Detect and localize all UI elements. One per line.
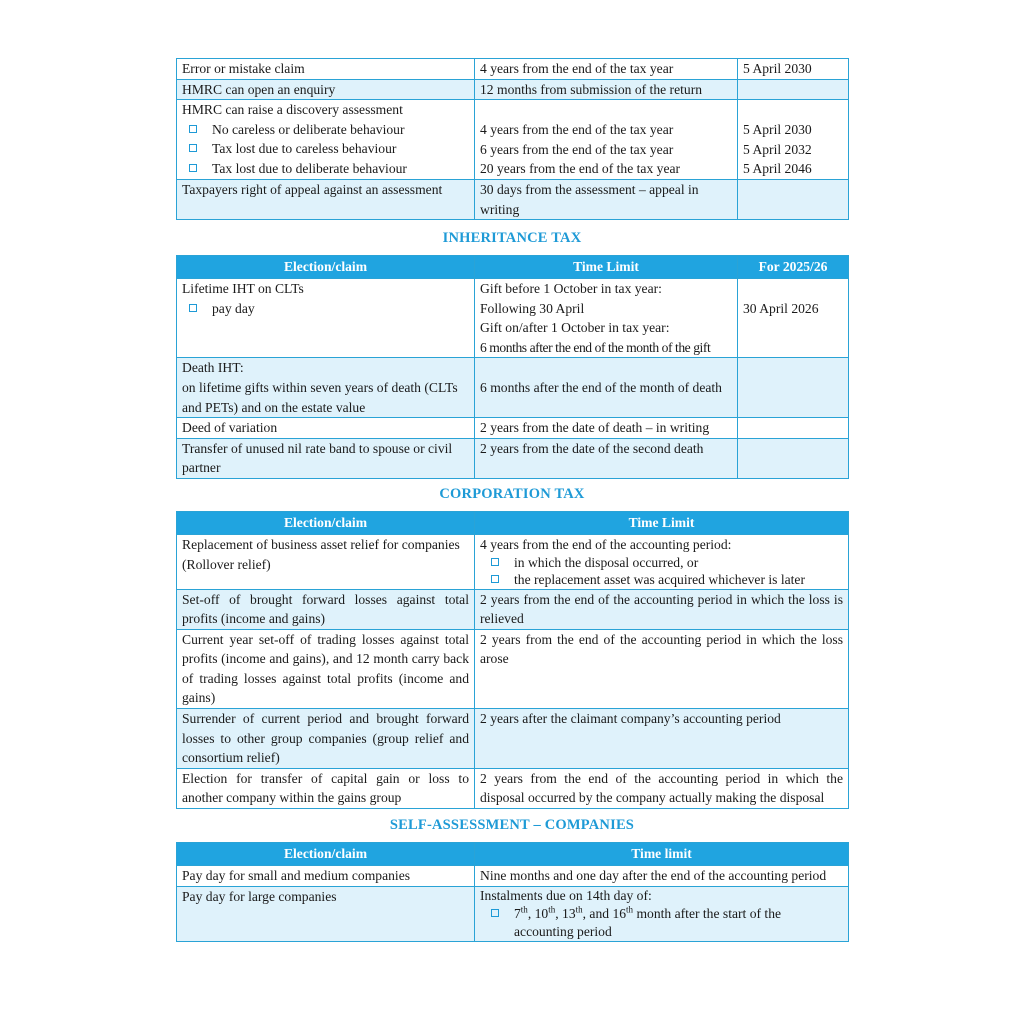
income-tax-table: [176, 58, 849, 220]
limit-cell: Nine months and one day after the end of the accounting period: [475, 866, 849, 887]
claim-cell: Death IHT: on lifetime gifts within seven years of death (CLTs and PETs) and on the estate value: [177, 358, 475, 418]
limit-cell: 2 years from the date of the second death: [475, 438, 738, 478]
limit-cell: 6 months after the end of the month of death: [475, 358, 738, 418]
column-header: Election/claim: [177, 256, 475, 279]
claim-cell: Transfer of unused nil rate band to spouse or civil partner: [177, 438, 475, 478]
limit-cell: Instalments due on 14th day of: 7th, 10th, 13th, and 16th month after the start of the accounting period: [475, 886, 849, 941]
table-row: [177, 768, 849, 808]
limit-cell: 2 years from the end of the accounting period in which the loss arose: [475, 629, 849, 708]
table-row: [177, 179, 849, 219]
date-cell: [738, 358, 849, 418]
table-row: [177, 589, 849, 629]
column-header: Time Limit: [475, 512, 849, 535]
checkbox-bullet-icon: [189, 304, 197, 312]
table-row: [177, 418, 849, 439]
table-row: [177, 629, 849, 708]
date-cell: 5 April 2030 5 April 2032 5 April 2046: [738, 100, 849, 180]
table-row: [177, 279, 849, 358]
table-row: [177, 358, 849, 418]
checkbox-bullet-icon: [189, 164, 197, 172]
list-item: No careless or deliberate behaviour: [182, 120, 469, 140]
claim-cell: Pay day for large companies: [177, 886, 475, 941]
list-item: Tax lost due to careless behaviour: [182, 139, 469, 159]
column-header: Election/claim: [177, 843, 475, 866]
table-row: [177, 79, 849, 100]
limit-cell: 4 years from the end of the tax year: [475, 59, 738, 80]
checkbox-bullet-icon: [491, 558, 499, 566]
list-item: 7th, 10th, 13th, and 16th month after the start of the accounting period: [480, 905, 843, 941]
column-header: For 2025/26: [738, 256, 849, 279]
list-item: the replacement asset was acquired whichever is later: [480, 571, 843, 589]
table-header: [177, 843, 849, 866]
claim-cell: HMRC can open an enquiry: [177, 79, 475, 100]
claim-cell: Election for transfer of capital gain or loss to another company within the gains group: [177, 768, 475, 808]
claim-cell: Deed of variation: [177, 418, 475, 439]
claim-cell: Error or mistake claim: [177, 59, 475, 80]
limit-cell: 2 years from the end of the accounting period in which the disposal occurred by the company actually making the disposal: [475, 768, 849, 808]
table-row: [177, 535, 849, 590]
limit-cell: 2 years from the date of death – in writing: [475, 418, 738, 439]
claim-cell: [177, 100, 475, 180]
limit-cell: 4 years from the end of the accounting period: in which the disposal occurred, or the replacement asset was acquired whichever is later: [475, 535, 849, 590]
claim-cell: Pay day for small and medium companies: [177, 866, 475, 887]
limit-cell: 2 years after the claimant company’s accounting period: [475, 709, 849, 769]
checkbox-bullet-icon: [491, 575, 499, 583]
table-header: [177, 256, 849, 279]
claim-cell: Taxpayers right of appeal against an assessment: [177, 179, 475, 219]
column-header: Time Limit: [475, 256, 738, 279]
table-row: [177, 709, 849, 769]
claim-cell: Set-off of brought forward losses against total profits (income and gains): [177, 589, 475, 629]
corporation-tax-table: [176, 511, 849, 809]
claim-cell: Surrender of current period and brought forward losses to other group companies (group relief and consortium relief): [177, 709, 475, 769]
limit-cell: 30 days from the assessment – appeal in writing: [475, 179, 738, 219]
self-assessment-table: [176, 842, 849, 942]
table-header: [177, 512, 849, 535]
limit-cell: 12 months from submission of the return: [475, 79, 738, 100]
date-cell: [738, 79, 849, 100]
date-cell: [738, 418, 849, 439]
inheritance-tax-table: [176, 255, 849, 479]
table-row: [177, 886, 849, 941]
date-cell: [738, 438, 849, 478]
limit-cell: 4 years from the end of the tax year 6 years from the end of the tax year 20 years from the end of the tax year: [475, 100, 738, 180]
list-item: Tax lost due to deliberate behaviour: [182, 159, 469, 179]
claim-cell: Replacement of business asset relief for companies (Rollover relief): [177, 535, 475, 590]
limit-cell: Gift before 1 October in tax year: Following 30 April Gift on/after 1 October in tax year: 6 months after the end of the month of the gift: [475, 279, 738, 358]
column-header: Election/claim: [177, 512, 475, 535]
discovery-heading: HMRC can raise a discovery assessment: [182, 102, 403, 118]
table-row: [177, 866, 849, 887]
table-row: [177, 438, 849, 478]
limit-cell: 2 years from the end of the accounting period in which the loss is relieved: [475, 589, 849, 629]
column-header: Time limit: [475, 843, 849, 866]
section-title-self-assessment: SELF-ASSESSMENT – COMPANIES: [389, 817, 635, 833]
claim-cell: Current year set-off of trading losses against total profits (income and gains), and 12 month carry back of trading losses against total profits (income and gains): [177, 629, 475, 708]
date-cell: [738, 179, 849, 219]
date-cell: 5 April 2030: [738, 59, 849, 80]
table-row: [177, 59, 849, 80]
claim-cell: Lifetime IHT on CLTs pay day: [177, 279, 475, 358]
checkbox-bullet-icon: [491, 909, 499, 917]
section-title-inheritance-tax: INHERITANCE TAX: [442, 230, 582, 246]
date-cell: 30 April 2026: [738, 279, 849, 358]
section-title-corporation-tax: CORPORATION TAX: [439, 486, 585, 502]
checkbox-bullet-icon: [189, 125, 197, 133]
list-item: in which the disposal occurred, or: [480, 554, 843, 572]
table-row: [177, 100, 849, 180]
list-item: pay day: [182, 299, 469, 319]
checkbox-bullet-icon: [189, 144, 197, 152]
